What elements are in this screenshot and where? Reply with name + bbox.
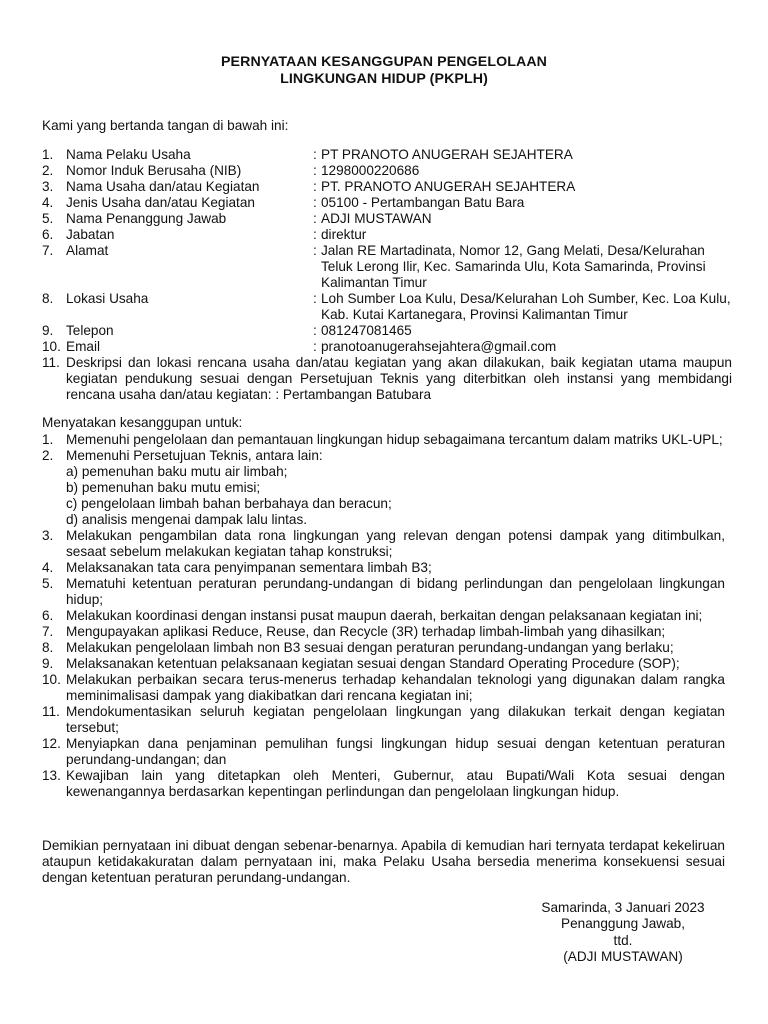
- commitment-number: 4.: [42, 560, 54, 575]
- commitment-number: 9.: [42, 656, 54, 671]
- signature-block: [528, 900, 718, 965]
- title-line-2: LINGKUNGAN HIDUP (PKPLH): [280, 71, 488, 87]
- identity-value: 081247081465: [321, 323, 412, 338]
- colon-separator: :: [313, 147, 317, 162]
- commitment-text: Menyiapkan dana penjaminan pemulihan fungsi lingkungan hidup sesuai dengan ketentuan peraturan perundang-undangan; dan: [66, 736, 725, 767]
- identity-value: 1298000220686: [321, 163, 420, 178]
- commitment-number: 12.: [42, 736, 61, 751]
- commitment-text: Mematuhi ketentuan peraturan perundang-undangan di bidang perlindungan dan pengelolaan lingkungan hidup;: [66, 576, 725, 607]
- identity-label: Nomor Induk Berusaha (NIB): [66, 163, 242, 178]
- identity-number: 6.: [42, 227, 54, 242]
- commitment-list: [42, 432, 725, 800]
- commitment-text: Melakukan perbaikan secara terus-menerus terhadap kehandalan teknologi yang digunakan dalam rangka meminimalisasi dampak yang diakibatkan dari rencana kegiatan ini;: [66, 672, 725, 703]
- commitment-number: 13.: [42, 768, 61, 783]
- closing-paragraph: Demikian pernyataan ini dibuat dengan sebenar-benarnya. Apabila di kemudian hari ternyata terdapat kekeliruan ataupun ketidakakuratan dalam pernyataan ini, maka Pelaku Usaha bersedia menerima konsekuensi sesuai dengan ketentuan peraturan perundang-undangan.: [42, 838, 725, 885]
- identity-label: Alamat: [66, 243, 109, 258]
- commitment-number: 1.: [42, 432, 54, 447]
- identity-label: Jenis Usaha dan/atau Kegiatan: [66, 195, 255, 210]
- identity-number: 3.: [42, 179, 54, 194]
- identity-row: [42, 323, 732, 339]
- identity-value: 05100 - Pertambangan Batu Bara: [321, 195, 525, 210]
- identity-label: Nama Penanggung Jawab: [66, 211, 227, 226]
- colon-separator: :: [313, 179, 317, 194]
- commitment-number: 6.: [42, 608, 54, 623]
- commitment-item: [42, 736, 725, 768]
- commitment-item: [42, 560, 725, 576]
- identity-row: [42, 339, 732, 355]
- commitment-number: 5.: [42, 576, 54, 591]
- commitment-number: 3.: [42, 528, 54, 543]
- commitment-text: Melakukan pengelolaan limbah non B3 sesuai dengan peraturan perundang-undangan yang berlaku;: [66, 640, 674, 655]
- identity-label: Jabatan: [66, 227, 115, 242]
- identity-label: Email: [66, 339, 100, 354]
- colon-separator: :: [313, 243, 317, 258]
- colon-separator: :: [313, 339, 317, 354]
- identity-row: [42, 291, 732, 323]
- commitment-number: 7.: [42, 624, 54, 639]
- commitment-text: Memenuhi Persetujuan Teknis, antara lain:: [66, 448, 323, 463]
- commitment-number: 10.: [42, 672, 61, 687]
- identity-number: 9.: [42, 323, 54, 338]
- identity-list: [42, 147, 732, 403]
- commitment-item: [42, 672, 725, 704]
- technical-subitem: b) pemenuhan baku mutu emisi;: [66, 480, 261, 495]
- commitment-number: 2.: [42, 448, 54, 463]
- signer-role: Penanggung Jawab,: [561, 916, 685, 932]
- commitment-text: Melaksanakan tata cara penyimpanan sementara limbah B3;: [66, 560, 432, 575]
- identity-row: [42, 147, 732, 163]
- identity-number: 5.: [42, 211, 54, 226]
- commitment-item: [42, 704, 725, 736]
- identity-value: Jalan RE Martadinata, Nomor 12, Gang Melati, Desa/Kelurahan Teluk Lerong Ilir, Kec. Samarinda Ulu, Kota Samarinda, Provinsi Kalimantan Timur: [321, 243, 706, 290]
- identity-row: [42, 211, 732, 227]
- commitment-text: Mengupayakan aplikasi Reduce, Reuse, dan Recycle (3R) terhadap limbah-limbah yang dihasilkan;: [66, 624, 666, 639]
- colon-separator: :: [313, 211, 317, 226]
- document-title: [0, 54, 768, 88]
- signed-mark: ttd.: [613, 932, 633, 948]
- identity-label: Telepon: [66, 323, 114, 338]
- description-number: 11.: [42, 355, 60, 370]
- identity-row: [42, 163, 732, 179]
- commitment-text: Memenuhi pengelolaan dan pemantauan lingkungan hidup sebagaimana tercantum dalam matriks UKL-UPL;: [66, 432, 723, 447]
- commitment-number: 8.: [42, 640, 54, 655]
- identity-number: 4.: [42, 195, 54, 210]
- colon-separator: :: [313, 227, 317, 242]
- identity-number: 7.: [42, 243, 54, 258]
- commitment-item: [42, 656, 725, 672]
- commitment-item: [42, 528, 725, 560]
- identity-value: PT. PRANOTO ANUGERAH SEJAHTERA: [321, 179, 576, 194]
- commitment-item: [42, 576, 725, 608]
- identity-row: [42, 195, 732, 211]
- technical-subitem: d) analisis mengenai dampak lalu lintas.: [66, 512, 308, 527]
- description-row: [42, 355, 732, 403]
- colon-separator: :: [313, 163, 317, 178]
- identity-label: Nama Pelaku Usaha: [66, 147, 191, 162]
- identity-number: 10.: [42, 339, 61, 354]
- identity-label: Nama Usaha dan/atau Kegiatan: [66, 179, 260, 194]
- commitment-text: Melaksanakan ketentuan pelaksanaan kegiatan sesuai dengan Standard Operating Procedure (SOP);: [66, 656, 680, 671]
- signer-name: (ADJI MUSTAWAN): [563, 948, 683, 964]
- title-line-1: PERNYATAAN KESANGGUPAN PENGELOLAAN: [220, 54, 548, 70]
- identity-value: direktur: [321, 227, 367, 242]
- commitment-number: 11.: [42, 704, 60, 719]
- identity-value: PT PRANOTO ANUGERAH SEJAHTERA: [321, 147, 573, 162]
- identity-row: [42, 179, 732, 195]
- commitment-item: [42, 768, 725, 800]
- commitment-item: [42, 608, 725, 624]
- colon-separator: :: [313, 291, 317, 306]
- identity-row: [42, 243, 732, 291]
- description-text: Deskripsi dan lokasi rencana usaha dan/atau kegiatan yang akan dilakukan, baik kegiatan utama maupun kegiatan pendukung sesuai dengan Persetujuan Teknis yang diterbitkan oleh instansi yang membidangi rencana usaha dan/atau kegiatan: : Pertambangan Batubara: [66, 355, 732, 402]
- place-date: Samarinda, 3 Januari 2023: [541, 900, 705, 915]
- identity-value: Loh Sumber Loa Kulu, Desa/Kelurahan Loh Sumber, Kec. Loa Kulu, Kab. Kutai Kartanegara, Provinsi Kalimantan Timur: [321, 291, 731, 322]
- identity-value: ADJI MUSTAWAN: [321, 211, 432, 226]
- colon-separator: :: [313, 323, 317, 338]
- identity-row: [42, 227, 732, 243]
- statement-intro: Menyatakan kesanggupan untuk:: [42, 415, 243, 430]
- commitment-item: [42, 640, 725, 656]
- commitment-text: Mendokumentasikan seluruh kegiatan pengelolaan lingkungan yang dilakukan terkait dengan kegiatan tersebut;: [66, 704, 725, 735]
- identity-number: 1.: [42, 147, 54, 162]
- identity-number: 2.: [42, 163, 54, 178]
- commitment-text: Melakukan koordinasi dengan instansi pusat maupun daerah, berkaitan dengan pelaksanaan kegiatan ini;: [66, 608, 703, 623]
- identity-label: Lokasi Usaha: [66, 291, 149, 306]
- commitment-item: [42, 448, 725, 528]
- technical-subitem: a) pemenuhan baku mutu air limbah;: [66, 464, 288, 479]
- colon-separator: :: [313, 195, 317, 210]
- commitment-item: [42, 432, 725, 448]
- identity-value: pranotoanugerahsejahtera@gmail.com: [321, 339, 557, 354]
- commitment-item: [42, 624, 725, 640]
- technical-subitem: c) pengelolaan limbah bahan berbahaya dan beracun;: [66, 496, 392, 511]
- identity-number: 8.: [42, 291, 54, 306]
- commitment-text: Kewajiban lain yang ditetapkan oleh Menteri, Gubernur, atau Bupati/Wali Kota sesuai dengan kewenangannya berdasarkan kepentingan perlindungan dan pengelolaan lingkungan hidup.: [66, 768, 725, 799]
- commitment-text: Melakukan pengambilan data rona lingkungan yang relevan dengan potensi dampak yang ditimbulkan, sesaat sebelum melakukan kegiatan tahap konstruksi;: [66, 528, 725, 559]
- intro-text: Kami yang bertanda tangan di bawah ini:: [42, 118, 289, 133]
